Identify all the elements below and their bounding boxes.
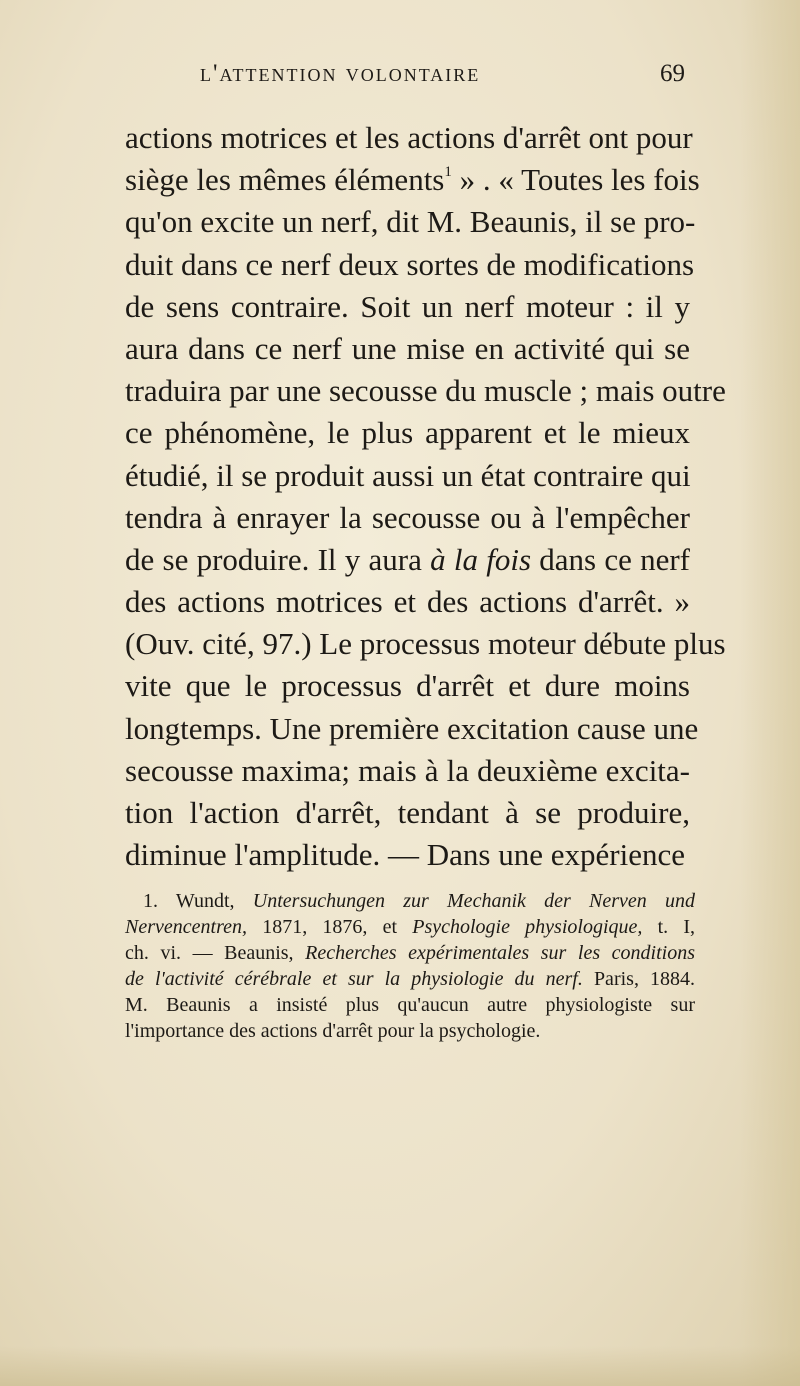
text-line: (Ouv. cité, 97.) Le processus moteur débute plus (125, 626, 726, 662)
running-head: l'attention volontaire (200, 60, 481, 87)
footnote-italic: Nervencentren, (125, 916, 247, 938)
footnote-text: 1871, 1876, et (262, 916, 398, 938)
page-number: 69 (660, 60, 685, 87)
text-fragment: de se produire. Il y aura (125, 541, 422, 577)
footnote-line: l'importance des actions d'arrêt pour la psychologie. (125, 1020, 541, 1042)
page-header (0, 60, 800, 100)
text-line (125, 539, 690, 581)
footnote-number: 1. (143, 890, 158, 912)
text-line: aura dans ce nerf une mise en activité qui se (125, 330, 690, 366)
text-line: qu'on excite un nerf, dit M. Beaunis, il se pro- (125, 204, 696, 240)
emphasis-text: à la fois (430, 541, 532, 577)
footnote-italic: Recherches expérimentales sur les conditions (305, 942, 696, 964)
footnote-line (125, 914, 695, 940)
body-text (125, 117, 726, 876)
text-line: diminue l'amplitude. — Dans une expérience (125, 837, 685, 873)
text-line: longtemps. Une première excitation cause une (125, 710, 699, 746)
text-line: étudié, il se produit aussi un état contraire qui (125, 457, 691, 493)
text-fragment: siège les mêmes éléments (125, 162, 445, 198)
text-fragment: dans ce nerf (539, 541, 691, 577)
footnote-line (125, 888, 695, 914)
footnote-italic: Psychologie physiologique, (412, 916, 643, 938)
page-edge-shadow (740, 0, 800, 1386)
text-line: duit dans ce nerf deux sortes de modifications (125, 246, 695, 282)
text-line (125, 159, 700, 201)
text-line: tendra à enrayer la secousse ou à l'empêcher (125, 499, 690, 535)
footnote-text: ch. vi. — Beaunis, (125, 942, 294, 964)
text-line: de sens contraire. Soit un nerf moteur : il y (125, 288, 690, 324)
text-line: des actions motrices et des actions d'arrêt. » (125, 584, 690, 620)
footnote-line (125, 966, 695, 992)
footnote-text: t. I, (657, 916, 696, 938)
footnote-ref: 1 (444, 164, 452, 181)
text-line: traduira par une secousse du muscle ; mais outre (125, 373, 726, 409)
text-fragment: » . « Toutes les fois (459, 162, 700, 198)
text-line: vite que le processus d'arrêt et dure moins (125, 668, 690, 704)
footnote-italic: de l'activité cérébrale et sur la physiologie du nerf. (125, 968, 583, 990)
text-line: ce phénomène, le plus apparent et le mieux (125, 415, 690, 451)
footnote-line: M. Beaunis a insisté plus qu'aucun autre physiologiste sur (125, 994, 695, 1016)
footnote-text: Paris, 1884. (593, 968, 696, 990)
text-line: tion l'action d'arrêt, tendant à se produire, (125, 795, 690, 830)
text-line: actions motrices et les actions d'arrêt ont pour (125, 120, 693, 155)
text-line: secousse maxima; mais à la deuxième excita- (125, 752, 690, 788)
footnote-text: Wundt, (175, 890, 235, 912)
page-bottom-edge (0, 1346, 800, 1386)
footnote-line (125, 940, 695, 966)
footnote-italic: Untersuchungen zur Mechanik der Nerven und (252, 890, 696, 912)
footnotes (125, 888, 695, 1044)
